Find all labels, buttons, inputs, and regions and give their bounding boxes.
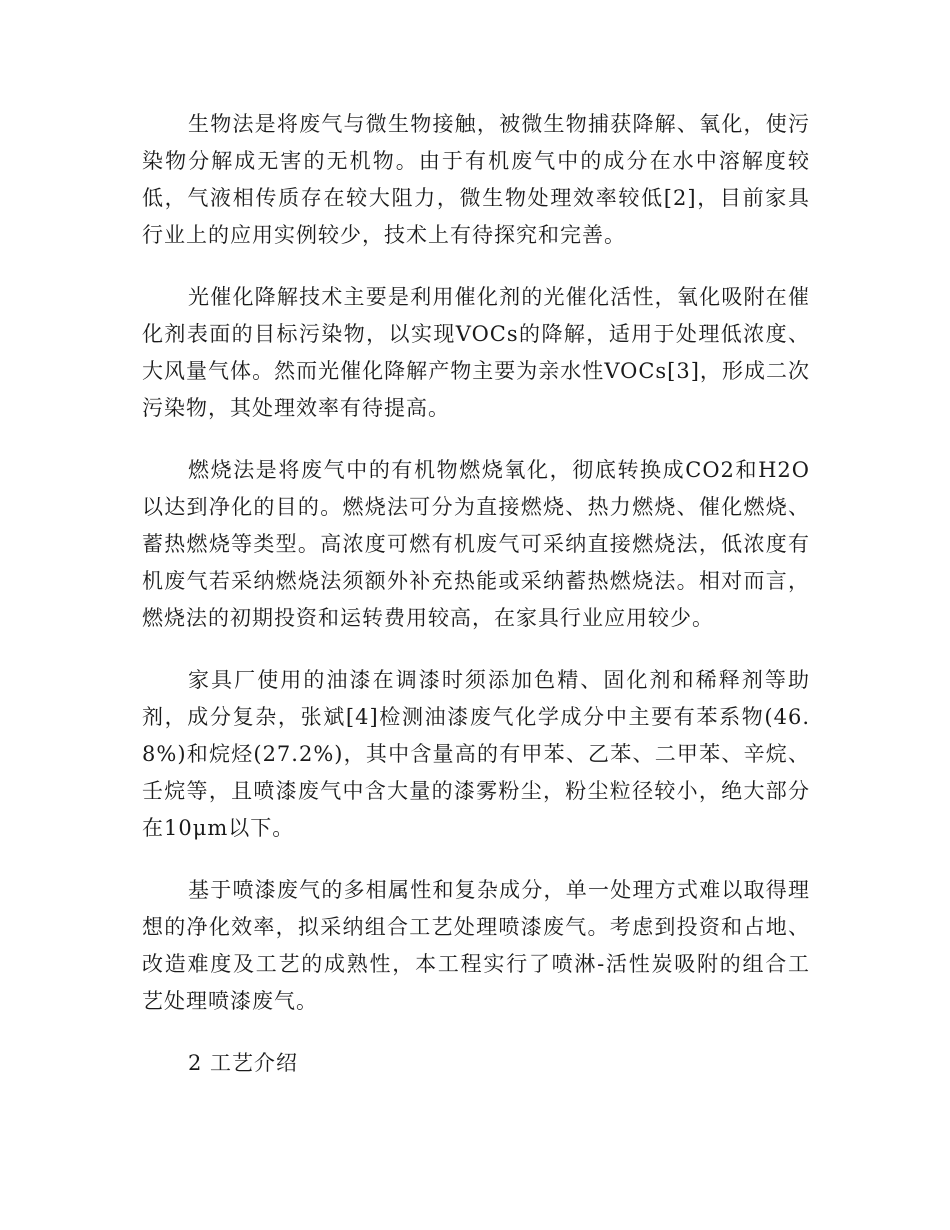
document-body (142, 106, 810, 1082)
paragraph-paint-composition: 家具厂使用的油漆在调漆时须添加色精、固化剂和稀释剂等助剂，成分复杂，张斌[4]检测油漆废气化学成分中主要有苯系物(46.8%)和烷烃(27.2%)，其中含量高的有甲苯、乙苯、二甲苯、辛烷、壬烷等，且喷漆废气中含大量的漆雾粉尘，粉尘粒径较小，绝大部分在10μm以下。 (142, 668, 810, 840)
paragraph-combined-process: 基于喷漆废气的多相属性和复杂成分，单一处理方式难以取得理想的净化效率，拟采纳组合工艺处理喷漆废气。考虑到投资和占地、改造难度及工艺的成熟性，本工程实行了喷淋-活性炭吸附的组合工艺处理喷漆废气。 (142, 878, 810, 1013)
paragraph-photocatalysis: 光催化降解技术主要是利用催化剂的光催化活性，氧化吸附在催化剂表面的目标污染物，以实现VOCs的降解，适用于处理低浓度、大风量气体。然而光催化降解产物主要为亲水性VOCs[3]，形成二次污染物，其处理效率有待提高。 (142, 285, 810, 420)
paragraph-combustion-method: 燃烧法是将废气中的有机物燃烧氧化，彻底转换成CO2和H2O以达到净化的目的。燃烧法可分为直接燃烧、热力燃烧、催化燃烧、蓄热燃烧等类型。高浓度可燃有机废气可采纳直接燃烧法，低浓度有机废气若采纳燃烧法须额外补充热能或采纳蓄热燃烧法。相对而言，燃烧法的初期投资和运转费用较高，在家具行业应用较少。 (142, 458, 810, 630)
section-heading: 2 工艺介绍 (188, 1051, 299, 1075)
paragraph-biological-method: 生物法是将废气与微生物接触，被微生物捕获降解、氧化，使污染物分解成无害的无机物。由于有机废气中的成分在水中溶解度较低，气液相传质存在较大阻力，微生物处理效率较低[2]，目前家具行业上的应用实例较少，技术上有待探究和完善。 (142, 112, 810, 247)
